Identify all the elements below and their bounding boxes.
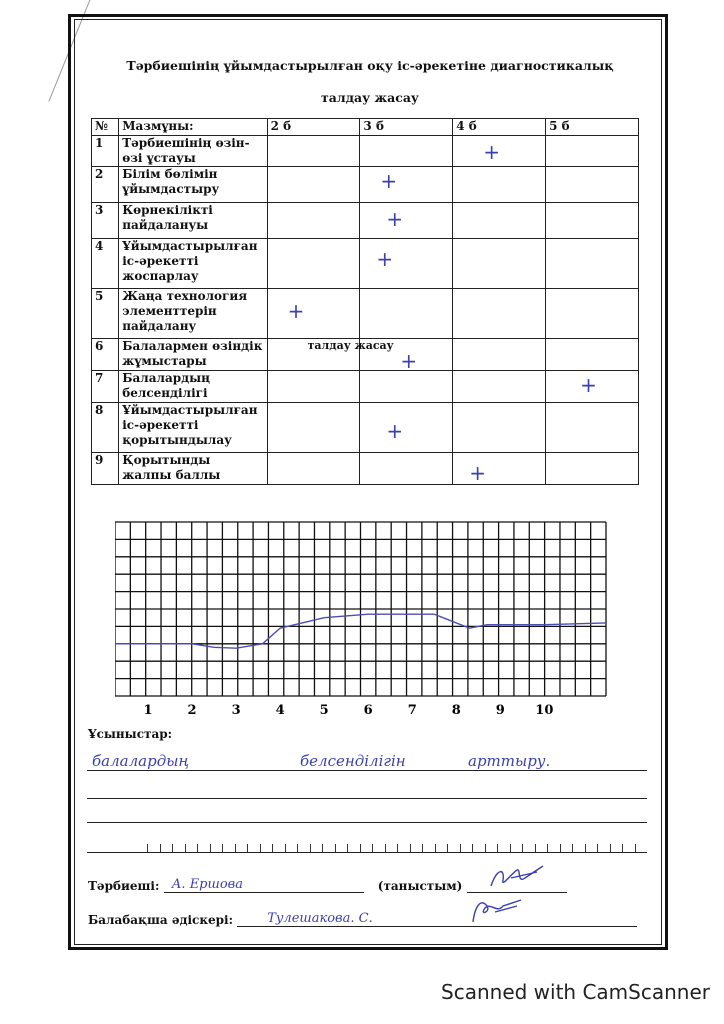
score-cell — [267, 339, 394, 371]
row-content: Көрнекілікті пайдалануы — [119, 203, 267, 239]
score-mark-plus: + — [386, 419, 404, 443]
row-content: Жаңа технология элементтерін пайдалану — [119, 289, 267, 339]
table-row — [92, 167, 639, 203]
ruler-tick — [310, 844, 311, 852]
row-number: 3 — [92, 203, 119, 239]
teacher-name-line — [164, 876, 364, 893]
ruler-tick — [410, 844, 411, 852]
ruler-tick — [397, 844, 398, 852]
ruler-tick — [510, 844, 511, 852]
methodist-signature-row — [88, 910, 637, 927]
row-number: 6 — [92, 339, 119, 371]
score-cell — [267, 203, 360, 239]
ruler-tick — [485, 844, 486, 852]
ruler-tick — [547, 844, 548, 852]
score-cell — [453, 239, 546, 289]
score-mark-plus: + — [469, 461, 487, 485]
ruler-tick — [422, 844, 423, 852]
ruler-tick — [560, 844, 561, 852]
ruler-tick — [622, 844, 623, 852]
score-cell — [453, 167, 546, 203]
row-content: Балалармен өзіндік жұмыстары — [119, 339, 267, 371]
score-cell — [546, 239, 639, 289]
table-row — [92, 136, 639, 167]
score-mark-plus: + — [380, 169, 398, 193]
recommendation-word-3: арттыру. — [468, 752, 551, 770]
teacher-signature-scribble — [487, 864, 547, 890]
score-cell — [453, 289, 546, 339]
row-number: 8 — [92, 403, 119, 453]
x-tick-label: 7 — [407, 703, 417, 718]
row-number: 4 — [92, 239, 119, 289]
ruler-tick — [610, 844, 611, 852]
score-cell — [360, 371, 453, 403]
acquainted-label: (таныстым) — [377, 879, 463, 893]
row-number: 1 — [92, 136, 119, 167]
table-row — [92, 203, 639, 239]
header-score-2: 2 б — [267, 119, 360, 136]
table-row — [92, 371, 639, 403]
table-header-row — [92, 119, 639, 136]
ruler-tick — [247, 844, 248, 852]
ruler-tick — [172, 844, 173, 852]
score-cell — [546, 339, 639, 371]
score-cell — [360, 239, 453, 289]
recommendation-line-1 — [87, 770, 647, 771]
ruler-tick — [535, 844, 536, 852]
x-tick-label: 2 — [187, 703, 197, 718]
methodist-name: Тулешакова. С. — [267, 911, 373, 926]
ruler-tick — [185, 844, 186, 852]
header-number: № — [92, 119, 119, 136]
score-cell — [360, 339, 453, 371]
row-content: Ұйымдастырылған іс-әрекетті жоспарлау — [119, 239, 267, 289]
teacher-signature-line — [467, 876, 567, 893]
row-content: Білім бөлімін ұйымдастыру — [119, 167, 267, 203]
ruler-tick — [210, 844, 211, 852]
score-cell — [546, 203, 639, 239]
recommendation-line-2 — [87, 798, 647, 799]
ruler-tick — [335, 844, 336, 852]
table-row — [92, 289, 639, 339]
chart-svg — [115, 520, 607, 720]
ruler-tick — [360, 844, 361, 852]
ruler-tick — [385, 844, 386, 852]
x-tick-label: 6 — [363, 703, 373, 718]
ruler-tick — [572, 844, 573, 852]
score-cell — [453, 339, 546, 371]
score-cell — [267, 453, 360, 485]
stray-overprint-text: талдау жасау — [307, 339, 394, 352]
score-cell — [267, 371, 360, 403]
document-subtitle: талдау жасау — [321, 90, 419, 105]
table-row — [92, 453, 639, 485]
score-mark-plus: + — [376, 247, 394, 271]
ruler-tick — [260, 844, 261, 852]
tick-ruler-line — [87, 838, 647, 853]
ruler-tick — [235, 844, 236, 852]
ruler-tick — [497, 844, 498, 852]
ruler-tick — [285, 844, 286, 852]
score-cell — [453, 203, 546, 239]
score-cell — [360, 136, 453, 167]
score-cell — [453, 453, 546, 485]
ruler-tick — [522, 844, 523, 852]
ruler-tick — [635, 844, 636, 852]
row-content: Балалардың белсенділігі — [119, 371, 267, 403]
score-cell — [360, 403, 453, 453]
methodist-name-line — [237, 910, 637, 927]
x-tick-label: 1 — [143, 703, 153, 718]
score-cell — [453, 371, 546, 403]
x-tick-label: 4 — [275, 703, 285, 718]
score-cell — [546, 453, 639, 485]
ruler-tick — [472, 844, 473, 852]
score-cell — [546, 136, 639, 167]
score-mark-plus: + — [483, 140, 501, 164]
ruler-tick — [460, 844, 461, 852]
ruler-tick — [297, 844, 298, 852]
teacher-signature-row — [88, 876, 567, 893]
recommendation-word-1: балалардың — [92, 752, 190, 770]
score-cell — [546, 371, 639, 403]
ruler-tick — [597, 844, 598, 852]
x-tick-label: 8 — [451, 703, 461, 718]
x-tick-label: 10 — [535, 703, 554, 718]
row-number: 5 — [92, 289, 119, 339]
recommendation-word-2: белсенділігін — [300, 752, 406, 770]
ruler-tick — [435, 844, 436, 852]
ruler-tick — [272, 844, 273, 852]
ruler-tick — [447, 844, 448, 852]
x-tick-label: 3 — [231, 703, 241, 718]
header-content: Мазмұны: — [119, 119, 267, 136]
score-cell — [267, 403, 360, 453]
ruler-tick — [197, 844, 198, 852]
score-cell — [546, 289, 639, 339]
ruler-tick — [372, 844, 373, 852]
score-cell — [360, 203, 453, 239]
evaluation-table — [91, 118, 639, 485]
score-mark-plus: + — [287, 299, 305, 323]
score-mark-plus: + — [400, 349, 418, 373]
row-number: 7 — [92, 371, 119, 403]
row-content: Тәрбиешінің өзін-өзі ұстауы — [119, 136, 267, 167]
row-content: Ұйымдастырылған іс-әрекетті қорытындылау — [119, 403, 267, 453]
teacher-name: А. Ершова — [171, 877, 243, 892]
row-content: Қорытынды жалпы баллы — [119, 453, 267, 485]
row-number: 9 — [92, 453, 119, 485]
table-row — [92, 403, 639, 453]
ruler-tick — [147, 844, 148, 852]
camscanner-watermark: Scanned with CamScanner — [441, 980, 710, 1004]
table-row — [92, 239, 639, 289]
score-cell — [546, 403, 639, 453]
recommendation-line-3 — [87, 822, 647, 823]
score-mark-plus: + — [386, 207, 404, 231]
ruler-tick — [160, 844, 161, 852]
score-cell — [360, 289, 453, 339]
score-cell — [267, 167, 360, 203]
x-tick-label: 5 — [319, 703, 329, 718]
score-mark-plus: + — [580, 373, 597, 397]
score-cell — [453, 136, 546, 167]
score-cell — [267, 239, 360, 289]
methodist-signature-scribble — [467, 896, 527, 924]
x-tick-label: 9 — [495, 703, 505, 718]
ruler-tick — [322, 844, 323, 852]
score-cell — [267, 289, 360, 339]
score-cell — [546, 167, 639, 203]
score-cell — [267, 136, 360, 167]
document-title: Тәрбиешінің ұйымдастырылған оқу іс-әрекетіне диагностикалық — [126, 58, 614, 73]
recommendations-label: Ұсыныстар: — [88, 727, 173, 741]
line-chart — [115, 520, 607, 720]
header-score-4: 4 б — [453, 119, 546, 136]
table-row — [92, 339, 639, 371]
score-cell — [360, 167, 453, 203]
teacher-label: Тәрбиеші: — [88, 879, 160, 893]
methodist-label: Балабақша әдіскері: — [88, 913, 234, 927]
row-number: 2 — [92, 167, 119, 203]
score-cell — [453, 403, 546, 453]
header-score-5: 5 б — [546, 119, 639, 136]
header-score-3: 3 б — [360, 119, 453, 136]
ruler-tick — [585, 844, 586, 852]
ruler-tick — [222, 844, 223, 852]
ruler-tick — [347, 844, 348, 852]
score-cell — [360, 453, 453, 485]
